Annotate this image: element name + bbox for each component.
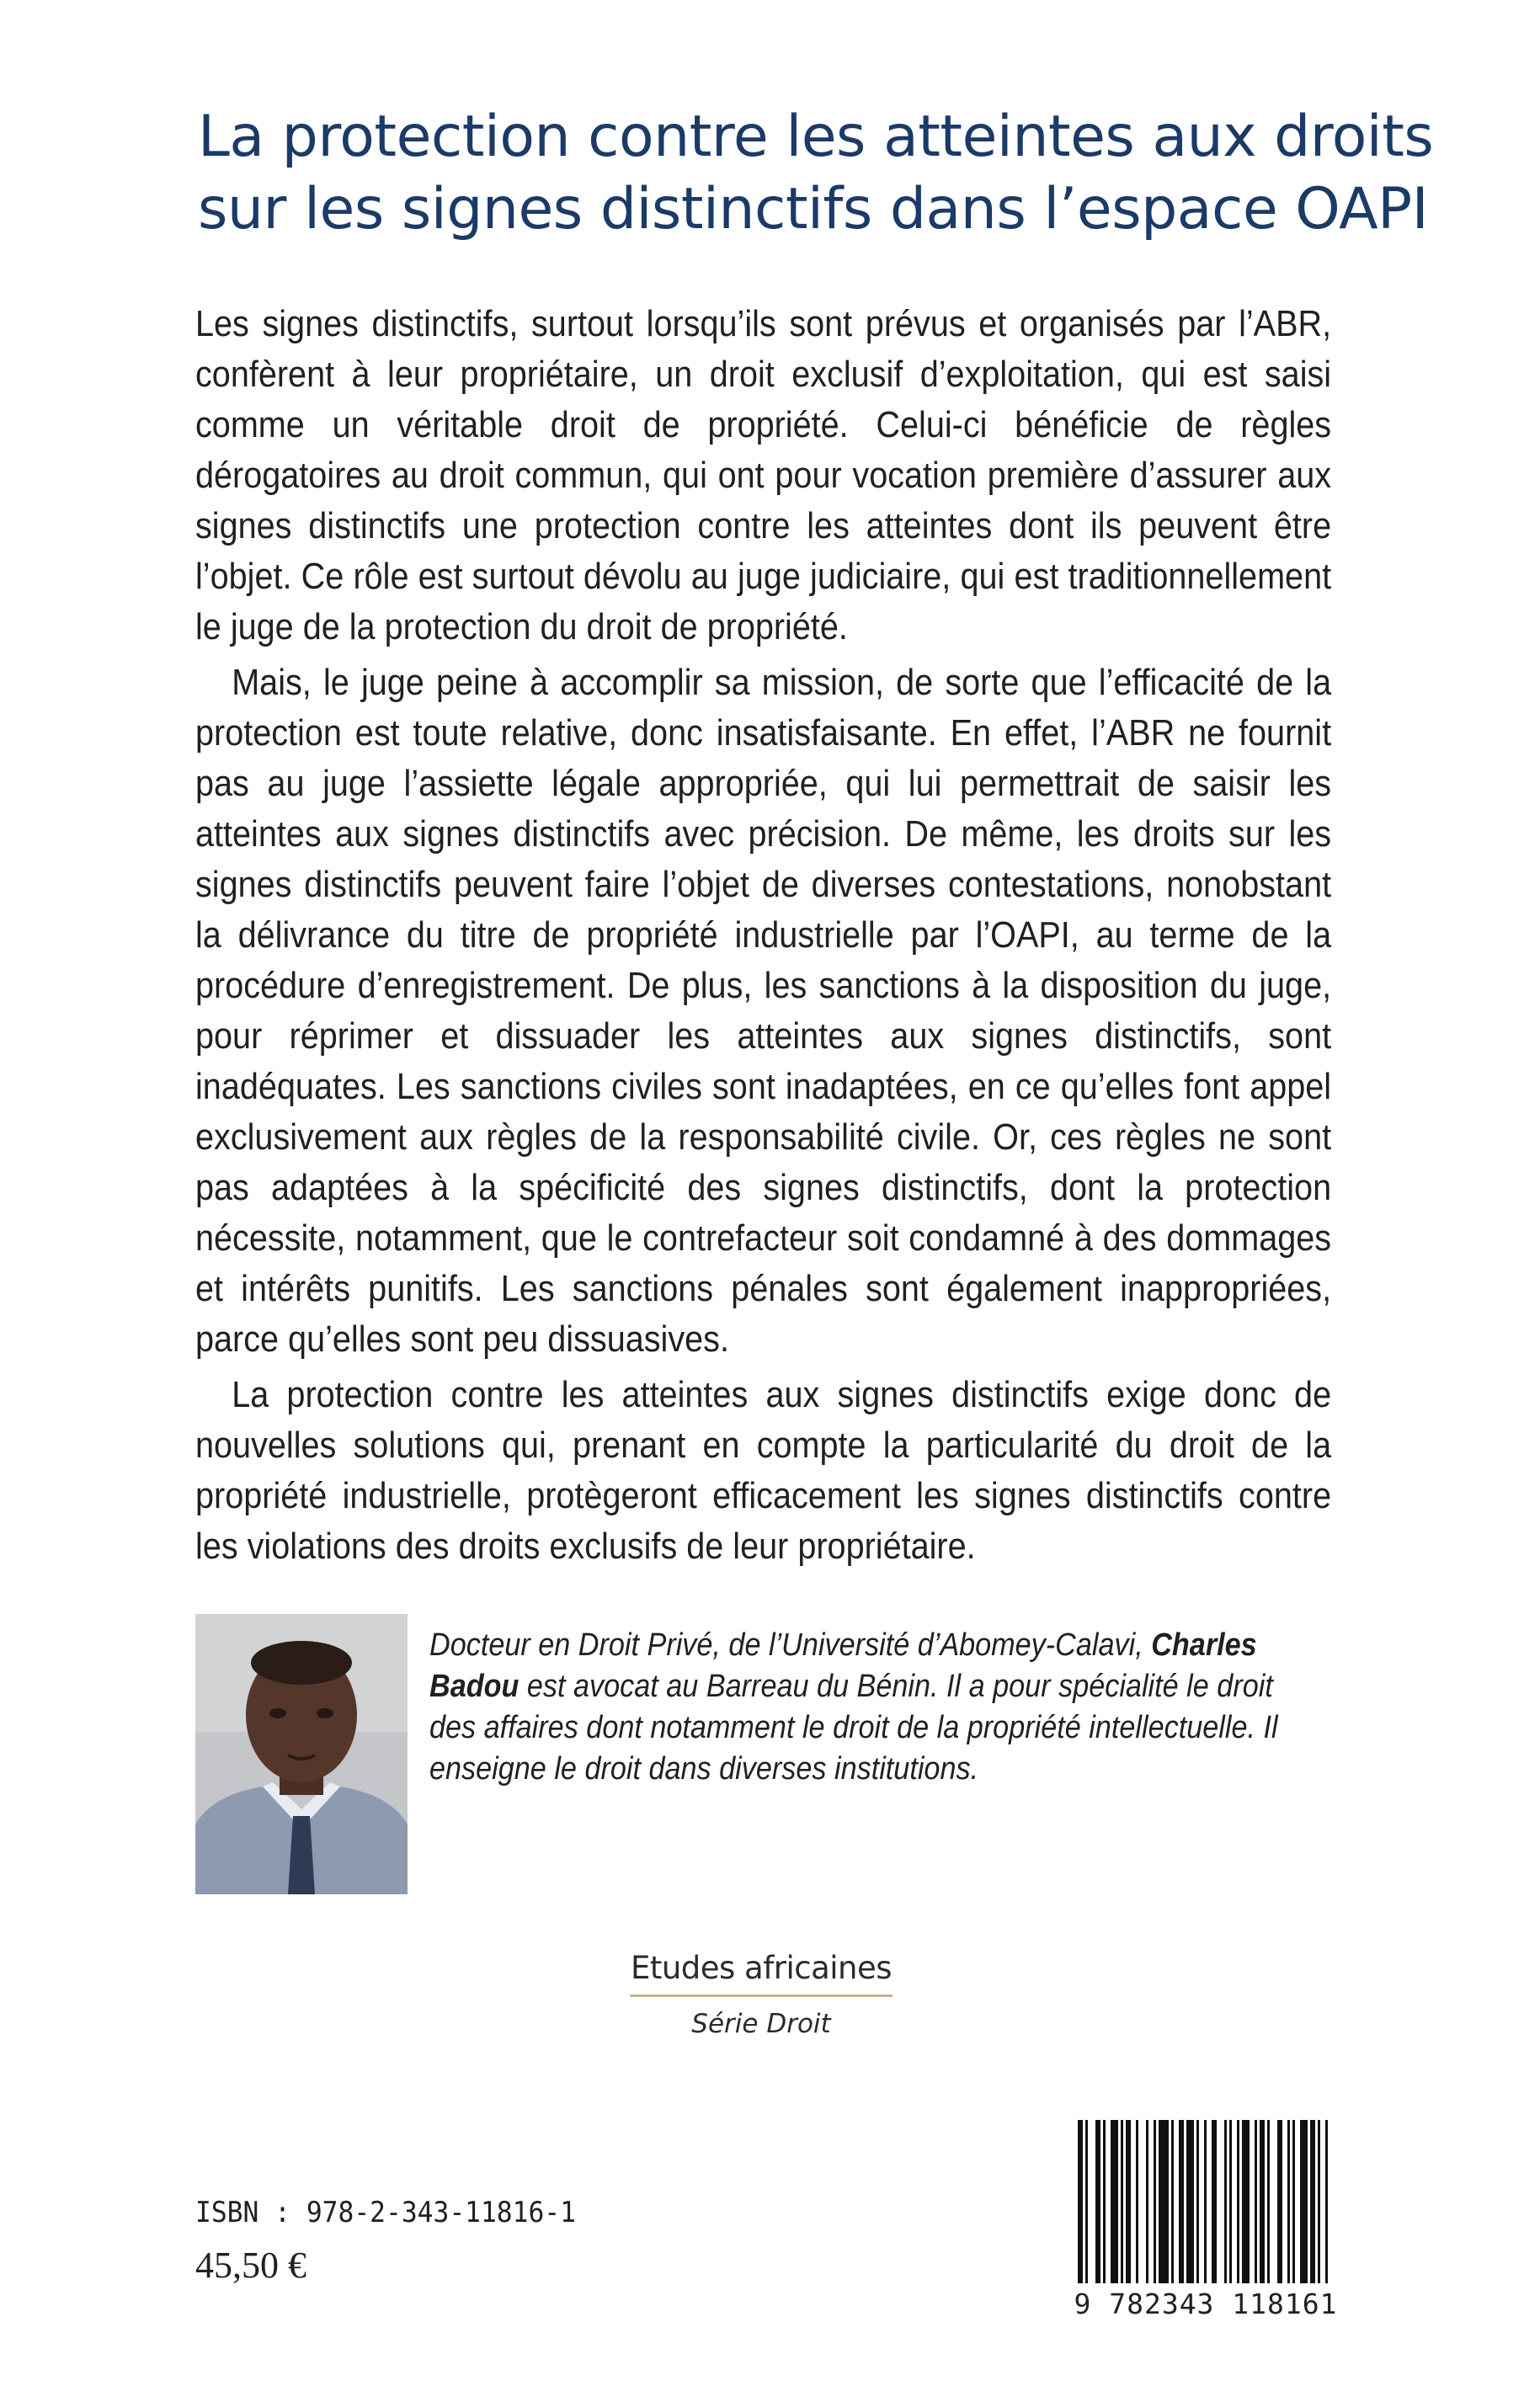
series-block: [630, 1950, 893, 2039]
barcode-bar: [1111, 2120, 1118, 2288]
barcode-bar: [1255, 2120, 1257, 2288]
barcode-bar: [1310, 2120, 1315, 2288]
barcode-bar: [1300, 2120, 1308, 2288]
barcode-bar: [1095, 2120, 1100, 2288]
barcode-bar: [1260, 2120, 1265, 2288]
barcode-bar: [1186, 2120, 1194, 2288]
barcode-bar: [1136, 2120, 1138, 2288]
barcode-bar: [1078, 2120, 1083, 2288]
barcode-bar: [1277, 2120, 1282, 2288]
barcode-bar: [1242, 2120, 1250, 2288]
barcode-bar: [1103, 2120, 1106, 2288]
barcode-bar: [1126, 2120, 1131, 2288]
back-cover-summary: [195, 299, 1331, 1577]
price: 45,50 €: [195, 2245, 306, 2286]
summary-paragraph-1: Les signes distinctifs, surtout lorsqu’ils sont prévus et organisés par l’ABR, confèrent à leur propriétaire, un droit exclusif d’exploitation, qui est saisi comme un véritable droit de propriété. Celui-ci bénéficie de règles dérogatoires au droit commun, qui ont pour vocation première d’assurer aux signes distinctifs une protection contre les atteintes dont ils peuvent être l’objet. Ce rôle est surtout dévolu au juge judiciaire, qui est traditionnellement le juge de la protection du droit de propriété.: [195, 303, 1332, 647]
barcode-bar: [1267, 2120, 1270, 2288]
series-subtitle: Série Droit: [691, 2009, 831, 2039]
barcode-bar: [1229, 2120, 1232, 2288]
barcode-bar: [1292, 2120, 1295, 2288]
barcode-bar: [1171, 2120, 1174, 2288]
book-title-line-1: La protection contre les atteintes aux droits: [198, 104, 1434, 170]
barcode-bar: [1287, 2120, 1290, 2288]
series-divider: [630, 1995, 893, 1997]
barcode-bar: [1212, 2120, 1217, 2288]
barcode-bar: [1224, 2120, 1227, 2288]
barcode-bar: [1318, 2120, 1320, 2288]
barcode-bar: [1196, 2120, 1199, 2288]
barcode-bar: [1325, 2120, 1328, 2288]
author-name: Charles Badou: [429, 1627, 1257, 1704]
book-title: [198, 101, 1434, 246]
series-title: Etudes africaines: [630, 1950, 893, 1986]
author-photo: [195, 1614, 408, 1894]
author-bio-rest: est avocat au Barreau du Bénin. Il a pour spécialité le droit des affaires dont notamment le droit de la propriété intellectuelle. Il enseigne le droit dans diverses institutions.: [429, 1669, 1278, 1787]
barcode-bar: [1085, 2120, 1088, 2288]
barcode-bar: [1179, 2120, 1184, 2288]
barcode-bar: [1159, 2120, 1169, 2288]
isbn: ISBN : 978-2-343-11816-1: [195, 2196, 576, 2229]
author-bio: [429, 1625, 1324, 1790]
summary-paragraph-2: Mais, le juge peine à accomplir sa mission, de sorte que l’efficacité de la protection est toute relative, donc insatisfaisante. En effet, l’ABR ne fournit pas au juge l’assiette légale appropriée, qui lui permettrait de saisir les atteintes aux signes distinctifs avec précision. De même, les droits sur les signes distinctifs peuvent faire l’objet de diverses contestations, nonobstant la délivrance du titre de propriété industrielle par l’OAPI, au terme de la procédure d’enregistrement. De plus, les sanctions à la disposition du juge, pour réprimer et dissuader les atteintes aux signes distinctifs, sont inadéquates. Les sanctions civiles sont inadaptées, en ce qu’elles font appel exclusivement aux règles de la responsabilité civile. Or, ces règles ne sont pas adaptées à la spécificité des signes distinctifs, dont la protection nécessite, notamment, que le contrefacteur soit condamné à des dommages et intérêts punitifs. Les sanctions pénales sont également inappropriées, parce qu’elles sont peu dissuasives.: [195, 662, 1332, 1360]
book-title-line-2: sur les signes distinctifs dans l’espace OAPI: [198, 176, 1429, 242]
barcode-bar: [1121, 2120, 1123, 2288]
author-bio-intro: Docteur en Droit Privé, de l’Université d’Abomey-Calavi,: [429, 1627, 1152, 1663]
barcode-bar: [1146, 2120, 1148, 2288]
summary-paragraph-3: La protection contre les atteintes aux signes distinctifs exige donc de nouvelles solutions qui, prenant en compte la particularité du droit de la propriété industrielle, protègeront efficacement les signes distinctifs contre les violations des droits exclusifs de leur propriétaire.: [195, 1374, 1332, 1567]
author-portrait-illustration: [195, 1614, 408, 1894]
barcode-bar: [1204, 2120, 1207, 2288]
barcode-bar: [1237, 2120, 1239, 2288]
barcode-digits: 9 782343 118161: [1063, 2283, 1349, 2325]
barcode-bar: [1154, 2120, 1156, 2288]
